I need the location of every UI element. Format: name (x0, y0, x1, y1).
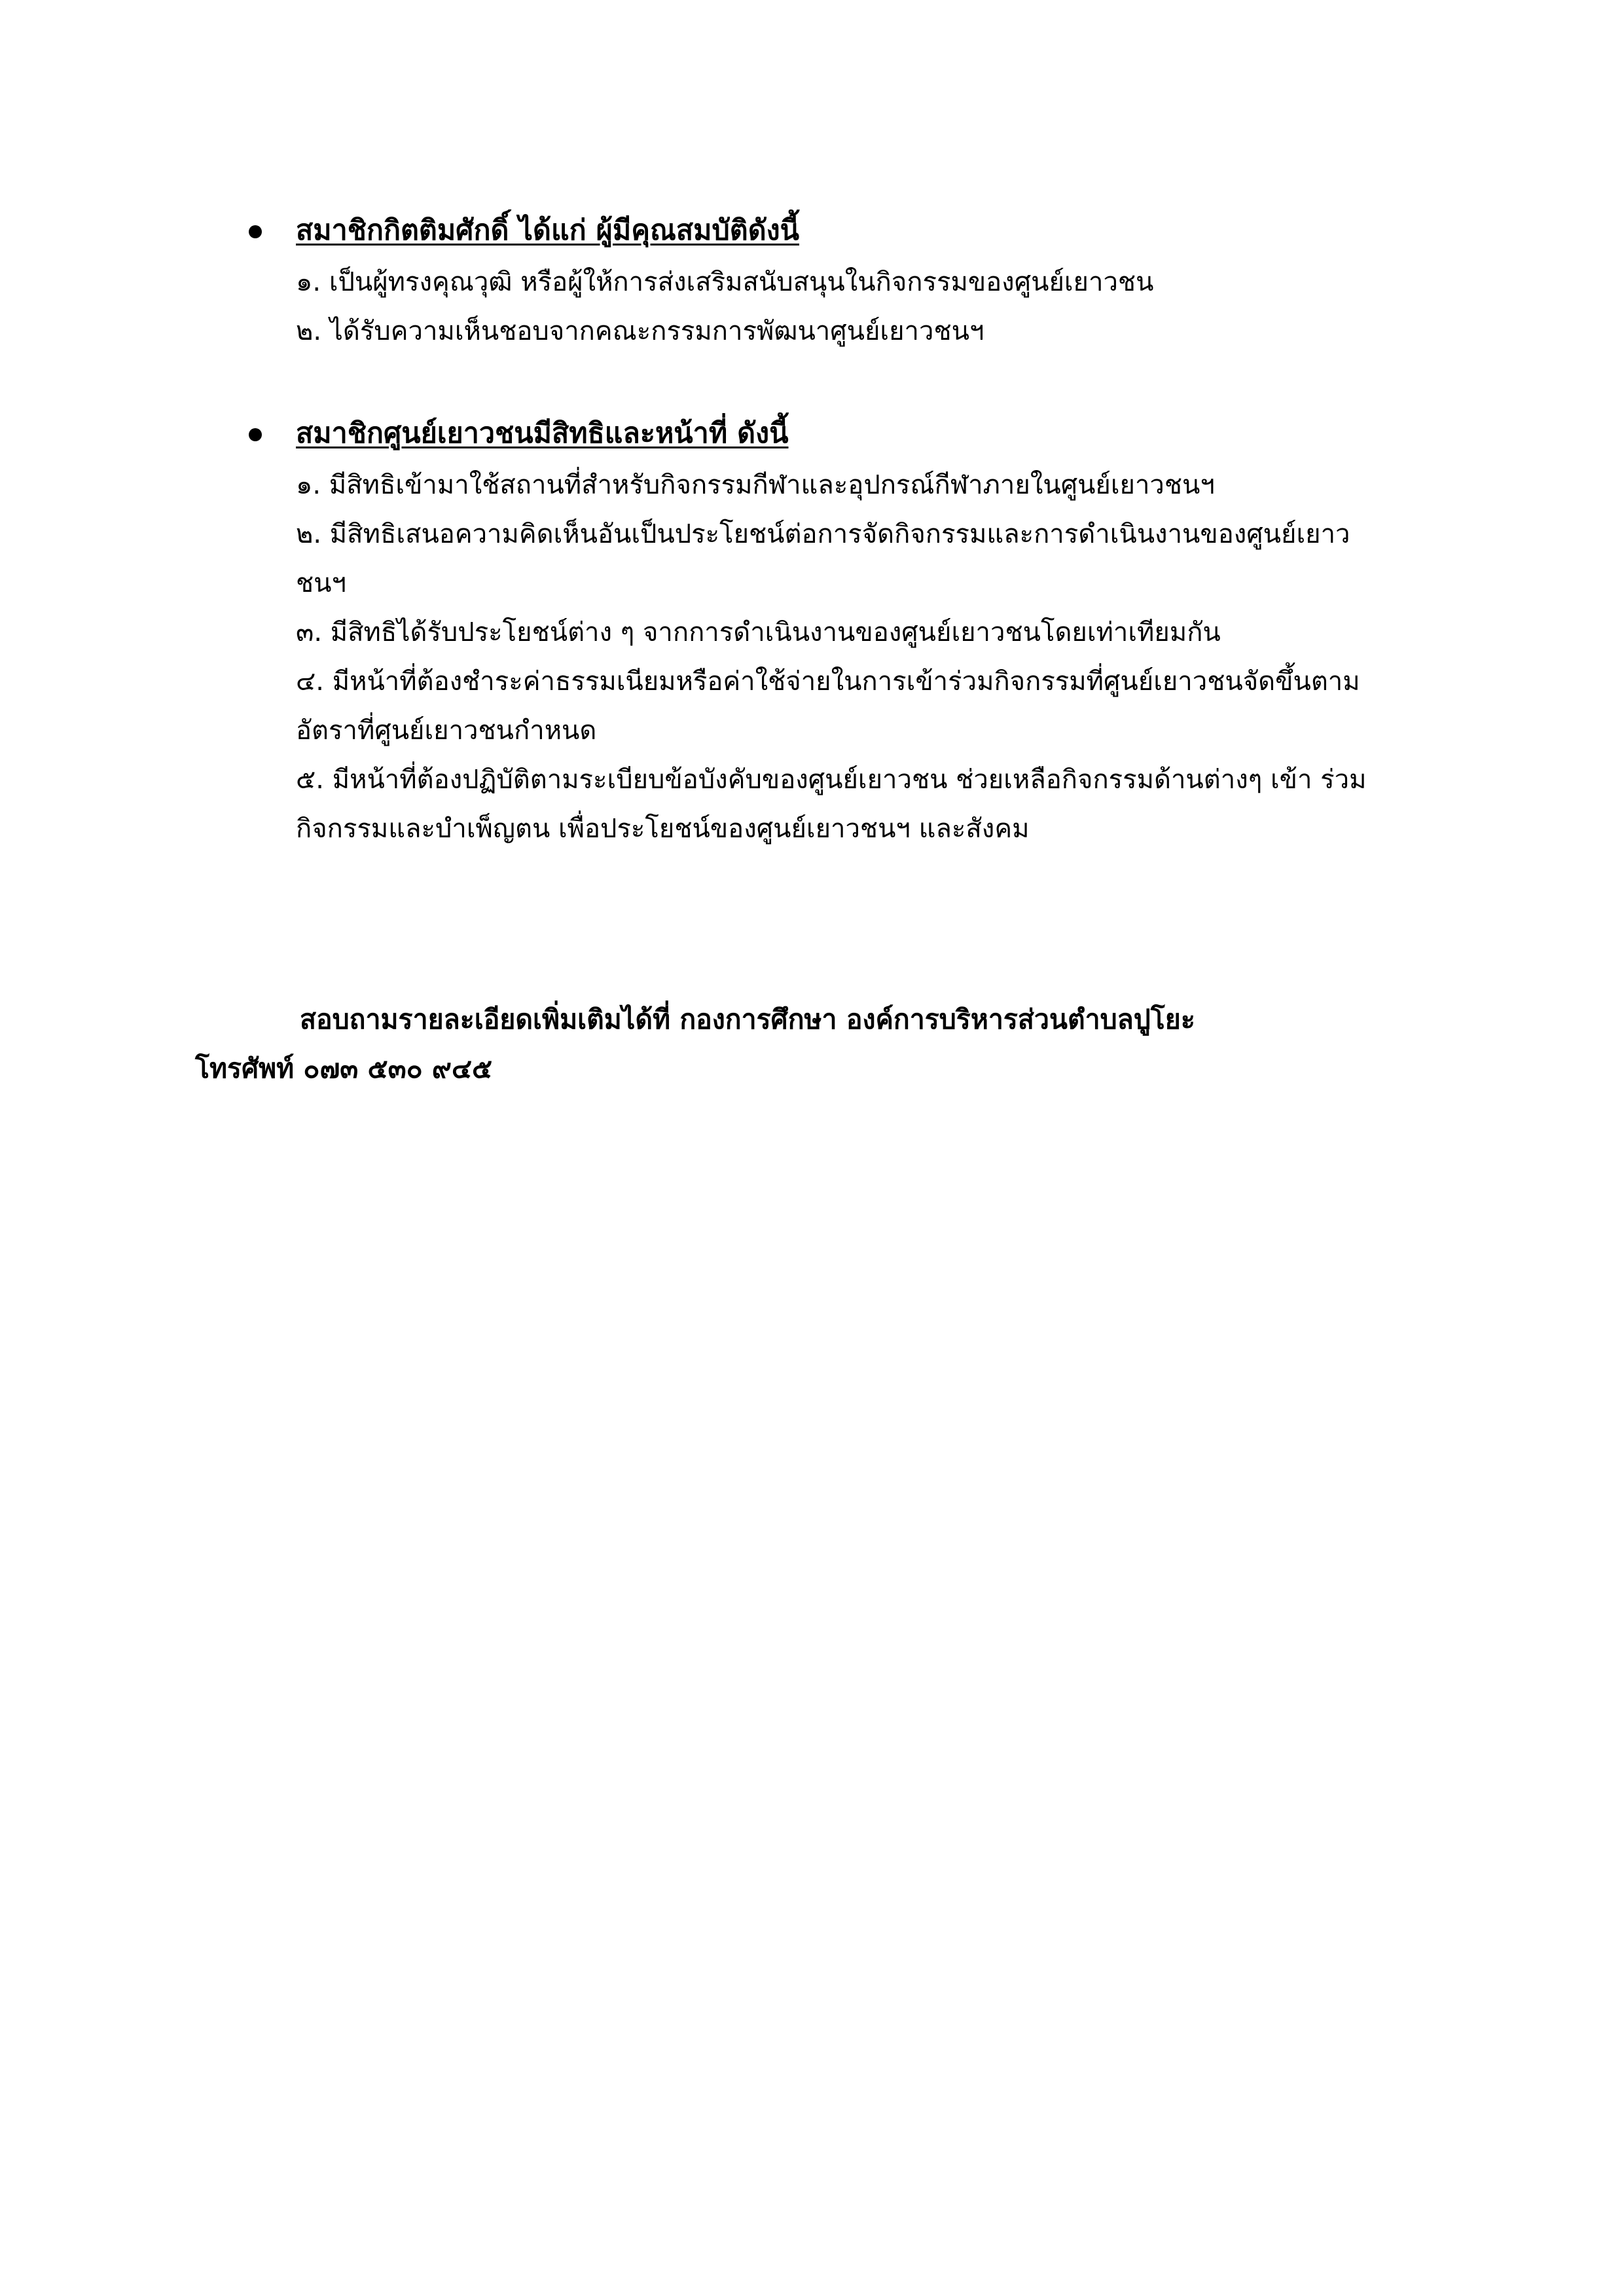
rights-items-list (249, 461, 1367, 854)
honorary-heading-row (249, 208, 1362, 258)
list-item: ๓. มีสิทธิได้รับประโยชน์ต่าง ๆ จากการดำเนินงานของศูนย์เยาวชนโดยเท่าเทียมกัน (296, 617, 1221, 647)
list-item: ๑. เป็นผู้ทรงคุณวุฒิ หรือผู้ให้การส่งเสริมสนับสนุนในกิจกรรมของศูนย์เยาวชน (296, 267, 1154, 297)
phone-number: โทรศัพท์ ๐๗๓ ๕๓๐ ๙๔๕ (195, 1053, 493, 1084)
rights-heading: สมาชิกศูนย์เยาวชนมีสิทธิและหน้าที่ ดังนี้ (296, 417, 789, 450)
honorary-member-section (249, 208, 1362, 356)
member-rights-section (249, 411, 1367, 854)
list-item: ๔. มีหน้าที่ต้องชำระค่าธรรมเนียมหรือค่าใช้จ่ายในการเข้าร่วมกิจกรรมที่ศูนย์เยาวชนจัดขึ้นตาม อัตราที่ศูนย์เยาวชนกำหนด (296, 666, 1360, 746)
list-item: ๒. ได้รับความเห็นชอบจากคณะกรรมการพัฒนาศูนย์เยาวชนฯ (296, 316, 984, 346)
contact-info: สอบถามรายละเอียดเพิ่มเติมได้ที่ กองการศึกษา องค์การบริหารส่วนตำบลปูโยะ (300, 1004, 1195, 1035)
honorary-items-list (249, 258, 1362, 356)
bullet-icon (249, 428, 262, 441)
honorary-heading: สมาชิกกิตติมศักดิ์ ได้แก่ ผู้มีคุณสมบัติดังนี้ (296, 214, 800, 247)
rights-heading-row (249, 411, 1362, 461)
list-item: ๕. มีหน้าที่ต้องปฏิบัติตามระเบียบข้อบังคับของศูนย์เยาวชน ช่วยเหลือกิจกรรมด้านต่างๆ เข้า ร่วมกิจกรรมและบำเพ็ญตน เพื่อประโยชน์ของศูนย์เยาวชนฯ และสังคม (296, 765, 1367, 844)
contact-footer (195, 995, 1373, 1093)
list-item: ๒. มีสิทธิเสนอความคิดเห็นอันเป็นประโยชน์ต่อการจัดกิจกรรมและการดำเนินงานของศูนย์เยาวชนฯ (296, 519, 1350, 598)
bullet-icon (249, 225, 262, 238)
list-item: ๑. มีสิทธิเข้ามาใช้สถานที่สำหรับกิจกรรมกีฬาและอุปกรณ์กีฬาภายในศูนย์เยาวชนฯ (296, 470, 1215, 500)
